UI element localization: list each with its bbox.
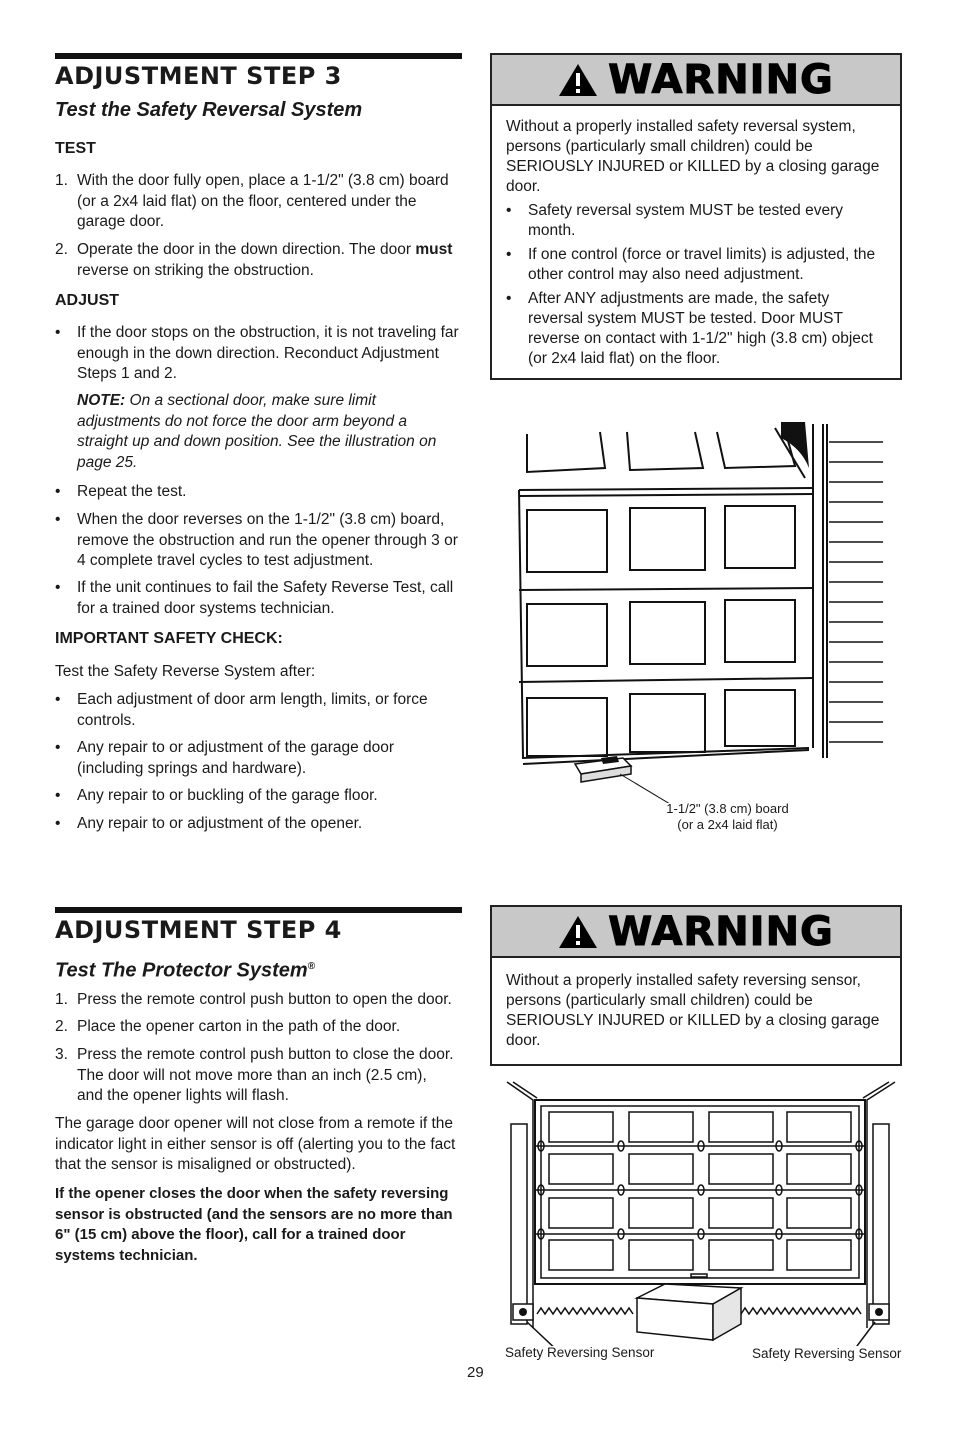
bullet: • [506,290,512,307]
bullet: • [55,691,61,708]
sensor-label-left: Safety Reversing Sensor [505,1345,655,1360]
step4-paragraph: The garage door opener will not close from a remote if the indicator light in either sensor is off (alerting you to the fact that the sensor is misaligned or obstructed). [55,1115,456,1173]
bullet: • [55,483,61,500]
item-text: Operate the door in the down direction. The door must reverse on striking the obstruction. [77,241,453,279]
item-text: If one control (force or travel limits) is adjusted, the other control may also need adjustment. [528,246,876,283]
item-text: Each adjustment of door arm length, limits, or force controls. [77,691,428,729]
warning-triangle-icon [558,915,598,949]
registered-mark: ® [307,961,316,972]
item-text: Press the remote control push button to open the door. [77,991,452,1008]
step4-bold-paragraph: If the opener closes the door when the safety reversing sensor is obstructed (and the sensors are no more than 6" (15 cm) above the floor), call for a trained door systems technician. [55,1185,453,1264]
bullet: • [55,815,61,832]
safety-check-intro: Test the Safety Reverse System after: [55,663,316,680]
step3-top-rule [55,53,462,59]
door-reversal-illustration [505,418,885,803]
test-heading: TEST [55,140,96,157]
opener-carton-icon [637,1284,741,1340]
warning-text: Without a properly installed safety reversing sensor, persons (particularly small children) could be SERIOUSLY INJURED or KILLED by a closing garage door. [506,972,880,1049]
board-caption-line-1: 1-1/2" (3.8 cm) board [666,801,789,816]
item-marker: 2. [55,1018,68,1035]
bullet: • [55,579,61,596]
board-icon [575,756,631,782]
item-text: Any repair to or adjustment of the opener. [77,815,363,832]
warning-header [492,907,900,958]
adjust-heading: ADJUST [55,292,120,309]
warning-heading: WARNING [608,56,834,103]
warning-header [492,55,900,106]
page-number: 29 [467,1364,484,1381]
step3-title: ADJUSTMENT STEP 3 [55,62,342,90]
right-sensor-icon [869,1304,889,1320]
note-block [77,391,462,473]
item-text: Press the remote control push button to close the door. The door will not move more than an inch (2.5 cm), and the opener lights will flash. [77,1046,454,1104]
item-marker: 1. [55,991,68,1008]
emphasis-must: must [415,241,453,258]
safety-check-heading: IMPORTANT SAFETY CHECK: [55,630,283,647]
item-marker: 3. [55,1046,68,1063]
item-text: When the door reverses on the 1-1/2" (3.8 cm) board, remove the obstruction and run the opener through 3 or 4 complete travel cycles to test adjustment. [77,511,458,569]
item-text: Any repair to or buckling of the garage floor. [77,787,378,804]
item-marker: 1. [55,172,68,189]
warning-heading: WARNING [608,908,834,955]
bullet: • [506,202,512,219]
board-caption-line-2: (or a 2x4 laid flat) [677,817,778,832]
step4-subtitle: Test The Protector System® [55,959,316,982]
warning-box-2 [490,905,902,1066]
sensor-test-illustration [505,1078,897,1346]
item-marker: 2. [55,241,68,258]
warning-box-1 [490,53,902,380]
bullet: • [55,324,61,341]
sensor-label-right: Safety Reversing Sensor [752,1346,902,1361]
bullet: • [55,739,61,756]
left-sensor-icon [513,1304,533,1320]
step3-subtitle: Test the Safety Reversal System [55,99,363,121]
bullet: • [506,246,512,263]
note-label: NOTE: [77,392,126,409]
item-text: After ANY adjustments are made, the safety reversal system MUST be tested. Door MUST reverse on contact with 1-1/2" high (3.8 cm) object (or 2x4 laid flat) on the floor. [528,290,873,367]
item-text: Any repair to or adjustment of the garage door (including springs and hardware). [77,739,395,777]
item-text: Repeat the test. [77,483,187,500]
step4-title: ADJUSTMENT STEP 4 [55,916,342,944]
note-text: On a sectional door, make sure limit adjustments do not force the door arm beyond a straight up and down position. See the illustration on page 25. [77,392,437,471]
item-text: If the door stops on the obstruction, it is not traveling far enough in the down direction. Reconduct Adjustment Steps 1 and 2. [77,324,459,382]
board-caption [620,801,835,833]
bullet: • [55,511,61,528]
bullet: • [55,787,61,804]
step4-top-rule [55,907,462,913]
warning-text: Without a properly installed safety reversal system, persons (particularly small children) could be SERIOUSLY INJURED or KILLED by a closing garage door. [506,118,880,195]
item-text: If the unit continues to fail the Safety Reverse Test, call for a trained door systems technician. [77,579,454,617]
item-text: With the door fully open, place a 1-1/2" (3.8 cm) board (or a 2x4 laid flat) on the floor, centered under the garage door. [77,172,449,230]
item-text: Safety reversal system MUST be tested every month. [528,202,843,239]
warning-triangle-icon [558,63,598,97]
item-text: Place the opener carton in the path of the door. [77,1018,401,1035]
